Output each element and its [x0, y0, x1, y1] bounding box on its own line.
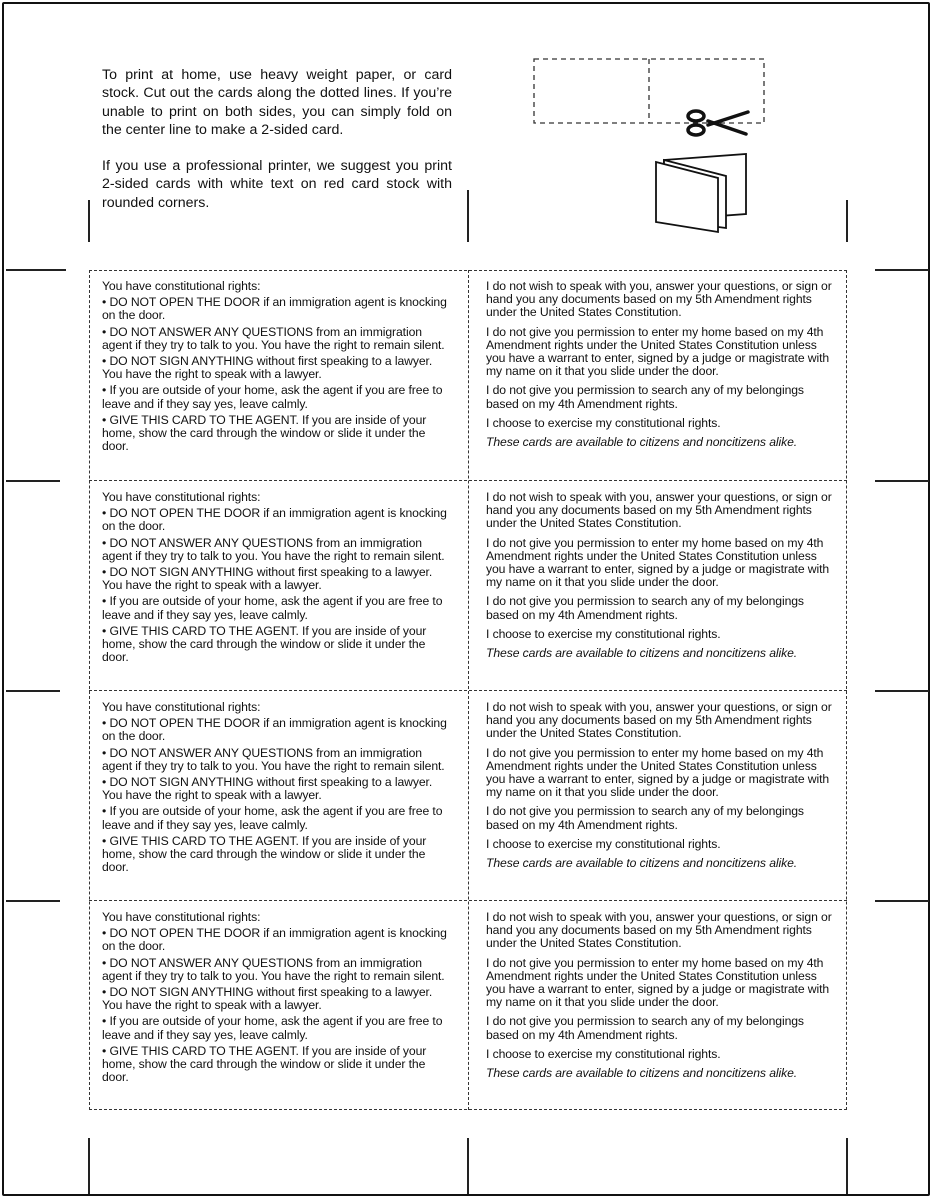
card-front-item: • DO NOT SIGN ANYTHING without first speaking to a lawyer. You have the right to speak with a lawyer.	[102, 354, 433, 382]
crop-mark	[875, 900, 929, 902]
card-back	[486, 491, 834, 666]
card-front-heading: You have constitutional rights:	[102, 700, 261, 714]
crop-mark	[6, 690, 60, 692]
card-front-item: • If you are outside of your home, ask the agent if you are free to leave and if they say yes, leave calmly.	[102, 383, 443, 411]
crop-mark	[88, 1138, 90, 1194]
card-front-item: • DO NOT ANSWER ANY QUESTIONS from an immigration agent if they try to talk to you. You have the right to remain silent.	[102, 535, 445, 563]
card-back-note: These cards are available to citizens and noncitizens alike.	[486, 1066, 798, 1081]
print-instructions	[102, 66, 452, 230]
card-front-item: • DO NOT ANSWER ANY QUESTIONS from an immigration agent if they try to talk to you. You have the right to remain silent.	[102, 324, 445, 352]
crop-mark	[467, 190, 469, 242]
card-front	[102, 911, 454, 1087]
card-front-heading: You have constitutional rights:	[102, 910, 261, 924]
card-front-item: • GIVE THIS CARD TO THE AGENT. If you are inside of your home, show the card through the window or slide it under the door.	[102, 623, 427, 665]
crop-mark	[846, 200, 848, 242]
card-front-heading: You have constitutional rights:	[102, 279, 261, 293]
card-back-paragraph: I do not wish to speak with you, answer your questions, or sign or hand you any documents based on my 5th Amendment rights under the United States Constitution.	[486, 490, 832, 531]
card-front-item: • If you are outside of your home, ask the agent if you are free to leave and if they say yes, leave calmly.	[102, 1014, 443, 1042]
card-back-paragraph: I choose to exercise my constitutional rights.	[486, 1046, 721, 1061]
card-back-paragraph: I do not give you permission to search any of my belongings based on my 4th Amendment rights.	[486, 594, 804, 622]
card-front	[102, 491, 454, 667]
card-front	[102, 701, 454, 877]
card-front-item: • GIVE THIS CARD TO THE AGENT. If you are inside of your home, show the card through the window or slide it under the door.	[102, 412, 427, 454]
card-back-paragraph: I do not give you permission to enter my home based on my 4th Amendment rights under the United States Constitution unless you have a warrant to enter, signed by a judge or magistrate with my name on it that you slide under the door.	[486, 745, 830, 800]
card-front-item: • If you are outside of your home, ask the agent if you are free to leave and if they say yes, leave calmly.	[102, 804, 443, 832]
card-front-item: • DO NOT OPEN THE DOOR if an immigration agent is knocking on the door.	[102, 716, 447, 744]
crop-mark	[6, 900, 60, 902]
card-back-paragraph: I do not wish to speak with you, answer your questions, or sign or hand you any documents based on my 5th Amendment rights under the United States Constitution.	[486, 700, 832, 741]
card-back-paragraph: I choose to exercise my constitutional rights.	[486, 415, 721, 430]
crop-mark	[467, 1138, 469, 1194]
card-back-note: These cards are available to citizens and noncitizens alike.	[486, 646, 798, 661]
card-back-paragraph: I do not wish to speak with you, answer your questions, or sign or hand you any documents based on my 5th Amendment rights under the United States Constitution.	[486, 910, 832, 951]
card-back-paragraph: I do not give you permission to search any of my belongings based on my 4th Amendment rights.	[486, 383, 804, 411]
card-front-item: • DO NOT ANSWER ANY QUESTIONS from an immigration agent if they try to talk to you. You have the right to remain silent.	[102, 745, 445, 773]
instructions-paragraph-2: If you use a professional printer, we suggest you print 2-sided cards with white text on red card stock with rounded corners.	[102, 158, 452, 211]
cut-line	[89, 900, 847, 901]
cut-line	[89, 480, 847, 481]
card-back-note: These cards are available to citizens and noncitizens alike.	[486, 435, 798, 450]
card-back	[486, 701, 834, 876]
card-back-paragraph: I do not give you permission to enter my home based on my 4th Amendment rights under the United States Constitution unless you have a warrant to enter, signed by a judge or magistrate with my name on it that you slide under the door.	[486, 535, 830, 590]
card-front-item: • DO NOT SIGN ANYTHING without first speaking to a lawyer. You have the right to speak with a lawyer.	[102, 985, 433, 1013]
card-front-item: • DO NOT ANSWER ANY QUESTIONS from an immigration agent if they try to talk to you. You have the right to remain silent.	[102, 955, 445, 983]
scissors-icon	[686, 108, 750, 138]
card-front-item: • If you are outside of your home, ask the agent if you are free to leave and if they say yes, leave calmly.	[102, 594, 443, 622]
card-back-note: These cards are available to citizens and noncitizens alike.	[486, 856, 798, 871]
card-front	[102, 280, 454, 456]
card-back	[486, 280, 834, 455]
card-front-item: • DO NOT SIGN ANYTHING without first speaking to a lawyer. You have the right to speak with a lawyer.	[102, 565, 433, 593]
card-back-paragraph: I do not give you permission to enter my home based on my 4th Amendment rights under the United States Constitution unless you have a warrant to enter, signed by a judge or magistrate with my name on it that you slide under the door.	[486, 955, 830, 1010]
crop-mark	[875, 480, 929, 482]
card-back-paragraph: I do not give you permission to search any of my belongings based on my 4th Amendment rights.	[486, 1014, 804, 1042]
card-front-item: • GIVE THIS CARD TO THE AGENT. If you are inside of your home, show the card through the window or slide it under the door.	[102, 833, 427, 875]
card-back-paragraph: I do not give you permission to search any of my belongings based on my 4th Amendment rights.	[486, 804, 804, 832]
card-front-item: • DO NOT OPEN THE DOOR if an immigration agent is knocking on the door.	[102, 926, 447, 954]
crop-mark	[875, 690, 929, 692]
card-front-item: • DO NOT SIGN ANYTHING without first speaking to a lawyer. You have the right to speak with a lawyer.	[102, 775, 433, 803]
card-front-item: • DO NOT OPEN THE DOOR if an immigration agent is knocking on the door.	[102, 295, 447, 323]
card-back-paragraph: I choose to exercise my constitutional rights.	[486, 836, 721, 851]
crop-mark	[846, 1138, 848, 1194]
card-back-paragraph: I choose to exercise my constitutional rights.	[486, 626, 721, 641]
card-front-item: • DO NOT OPEN THE DOOR if an immigration agent is knocking on the door.	[102, 506, 447, 534]
folded-card-icon	[628, 150, 748, 235]
instructions-paragraph-1: To print at home, use heavy weight paper, or card stock. Cut out the cards along the dotted lines. If you’re unable to print on both sides, you can simply fold on the center line to make a 2-sided card.	[102, 67, 452, 138]
card-front-item: • GIVE THIS CARD TO THE AGENT. If you are inside of your home, show the card through the window or slide it under the door.	[102, 1043, 427, 1085]
cut-line	[89, 690, 847, 691]
crop-mark	[6, 269, 66, 271]
card-back	[486, 911, 834, 1086]
crop-mark	[6, 480, 60, 482]
card-front-heading: You have constitutional rights:	[102, 490, 261, 504]
card-back-paragraph: I do not give you permission to enter my home based on my 4th Amendment rights under the United States Constitution unless you have a warrant to enter, signed by a judge or magistrate with my name on it that you slide under the door.	[486, 324, 830, 379]
crop-mark	[875, 269, 929, 271]
crop-mark	[88, 200, 90, 242]
card-back-paragraph: I do not wish to speak with you, answer your questions, or sign or hand you any documents based on my 5th Amendment rights under the United States Constitution.	[486, 279, 832, 320]
